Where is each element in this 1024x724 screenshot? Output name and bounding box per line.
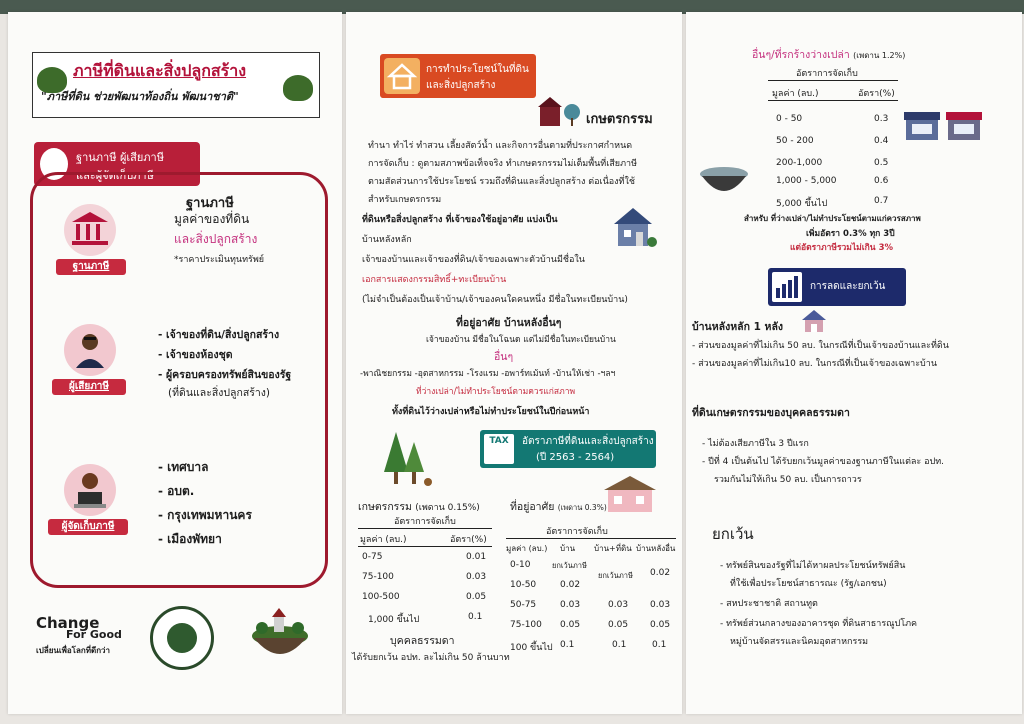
main-house: บ้านหลังหลัก xyxy=(362,235,412,245)
res-row-house: ยกเว้นภาษี xyxy=(552,561,587,570)
res-row-value: 100 ขึ้นไป xyxy=(510,643,553,653)
vacant-title: อื่นๆ/ที่รกร้างว่างเปล่า (เพดาน 1.2%) xyxy=(752,49,906,61)
vacant-row-value: 200-1,000 xyxy=(776,158,823,168)
exempt-line-1: - ทรัพย์สินของรัฐที่ไม่ได้หาผลประโยชน์ทรัพย์สิน xyxy=(720,561,906,571)
exempt-title: ยกเว้น xyxy=(712,525,754,543)
vacant-row-value: 5,000 ขึ้นไป xyxy=(776,199,828,209)
tax-base-note: *ราคาประเมินทุนทรัพย์ xyxy=(174,255,265,265)
vacant-row-rate: 0.4 xyxy=(874,136,889,146)
res-row-value: 0-10 xyxy=(510,560,531,570)
res-col-house: บ้าน xyxy=(560,544,576,553)
vacant-row-value: 1,000 - 5,000 xyxy=(776,176,837,186)
res-row-other: 0.03 xyxy=(650,600,671,610)
agri-person-line-2: - ปีที่ 4 เป็นต้นไป ได้รับยกเว้นมูลค่าของฐานภาษีในแต่ละ อปท. xyxy=(702,457,945,467)
collector-item-4: - เมืองพัทยา xyxy=(158,532,222,546)
vacant-row-value: 0 - 50 xyxy=(776,114,803,124)
reduction-header: การลดและยกเว้น xyxy=(768,268,906,306)
exempt-line-5: หมู่บ้านจัดสรรและนิคมอุตสาหกรรม xyxy=(730,637,869,647)
tax-base-line1: มูลค่าของที่ดิน xyxy=(174,212,250,226)
divider xyxy=(768,80,898,81)
vacant-row-value: 50 - 200 xyxy=(776,136,814,146)
res-row-house-land: 0.1 xyxy=(612,640,627,650)
brochure-panel-left xyxy=(8,12,342,714)
main-house-line-2: - ส่วนของมูลค่าที่ไม่เกิน10 ลบ. ในกรณีที่เป็นเจ้าของเฉพาะบ้าน xyxy=(692,359,937,369)
agri-col-rate: อัตรา(%) xyxy=(450,535,487,545)
tax-base-line2: และสิ่งปลูกสร้าง xyxy=(174,232,258,246)
house-icon xyxy=(598,474,662,514)
agri-person-line-3: รวมกันไม่ให้เกิน 50 ลบ. เป็นการถาวร xyxy=(714,475,862,485)
brochure-panel-middle xyxy=(346,12,682,714)
barn-icon xyxy=(536,94,582,128)
res-row-value: 75-100 xyxy=(510,620,542,630)
agri-row-value: 0-75 xyxy=(362,552,383,562)
divider xyxy=(358,546,492,547)
taxpayer-item-1: - เจ้าของที่ดิน/สิ่งปลูกสร้าง xyxy=(158,329,280,341)
agri-row-value: 75-100 xyxy=(362,572,394,582)
residence-title: ที่ดินหรือสิ่งปลูกสร้าง ที่เจ้าของใช้อยู่อาศัย แบ่งเป็น xyxy=(362,215,558,225)
title-box xyxy=(32,52,320,118)
res-row-value: 50-75 xyxy=(510,600,537,610)
house-icon xyxy=(800,308,828,334)
page-title: ภาษีที่ดินและสิ่งปลูกสร้าง xyxy=(73,61,247,80)
collector-badge: ผู้จัดเก็บภาษี xyxy=(48,519,128,535)
island-town-icon xyxy=(248,600,312,662)
res-col-other-house: บ้านหลังอื่น xyxy=(636,544,676,553)
res-row-other: 0.1 xyxy=(652,640,667,650)
usage-header: การทำประโยชน์ในที่ดิน และสิ่งปลูกสร้าง xyxy=(380,54,536,98)
vacant-note-2: เพิ่มอัตรา 0.3% ทุก 3ปี xyxy=(806,229,895,239)
exempt-line-4: - ทรัพย์ส่วนกลางของอาคารชุด ที่ดินสาธารณูปโภค xyxy=(720,619,918,629)
res-col-house-land: บ้าน+ที่ดิน xyxy=(594,544,632,553)
vacant-row-rate: 0.6 xyxy=(874,176,889,186)
agri-row-value: 100-500 xyxy=(362,592,400,602)
agri-person-line-1: - ไม่ต้องเสียภาษีใน 3 ปีแรก xyxy=(702,439,809,449)
other-title: อื่นๆ xyxy=(494,351,514,363)
collector-icon xyxy=(64,464,116,516)
exempt-line-2: ที่ใช้เพื่อประโยชน์สาธารณะ (รัฐ/เอกชน) xyxy=(730,579,887,589)
other-line-2: ที่ว่างเปล่า/ไม่ทำประโยชน์ตามควรแก่สภาพ xyxy=(416,387,576,397)
res-row-value: 10-50 xyxy=(510,580,537,590)
paren-line: (ไม่จำเป็นต้องเป็นเจ้าบ้าน/เจ้าของคนใดคนหนึ่ง มีชื่อในทะเบียนบ้าน) xyxy=(362,295,628,305)
agri-person-title: ที่ดินเกษตรกรรมของบุคคลธรรมดา xyxy=(692,407,850,419)
header-line2: และผู้จัดเก็บภาษี xyxy=(76,169,154,182)
res-row-house: 0.03 xyxy=(560,600,581,610)
taxpayer-item-2: - เจ้าของห้องชุด xyxy=(158,349,233,361)
owner-line: เจ้าของบ้านและเจ้าของที่ดิน/เจ้าของเฉพาะตัวบ้านมีชื่อใน xyxy=(362,255,585,265)
emblem-logo xyxy=(150,606,214,670)
tax-base-badge: ฐานภาษี xyxy=(56,259,126,275)
res-table-title: ที่อยู่อาศัย (เพดาน 0.3%) xyxy=(510,501,607,513)
vacant-sub: อัตราการจัดเก็บ xyxy=(796,69,858,79)
vacant-note-3: แต่อัตราภาษีรวมไม่เกิน 3% xyxy=(790,243,894,253)
floating-land-icon xyxy=(696,162,752,198)
agri-row-rate: 0.01 xyxy=(466,552,487,562)
res-row-house: 0.05 xyxy=(560,620,581,630)
res-row-other: 0.05 xyxy=(650,620,671,630)
rate-box: TAX อัตราภาษีที่ดินและสิ่งปลูกสร้าง (ปี 2563 - 2564) xyxy=(480,430,656,468)
house-icon xyxy=(384,58,420,94)
res-row-house-land: ยกเว้นภาษี xyxy=(598,571,633,580)
exempt-line-3: - สหประชาชาติ สถานทูต xyxy=(720,599,818,609)
agri-line-4: สำหรับเกษตรกรรม xyxy=(368,195,442,205)
res-row-house-land: 0.03 xyxy=(608,600,629,610)
main-house-title: บ้านหลังหลัก 1 หลัง xyxy=(692,321,784,333)
res-row-house: 0.02 xyxy=(560,580,581,590)
collector-item-2: - อบต. xyxy=(158,484,195,498)
document-line: เอกสารแสดงกรรมสิทธิ์+ทะเบียนบ้าน xyxy=(362,275,507,285)
vacant-row-rate: 0.5 xyxy=(874,158,889,168)
agri-line-1: ทำนา ทำไร่ ทำสวน เลี้ยงสัตว์น้ำ และกิจการอื่นตามที่ประกาศกำหนด xyxy=(368,141,633,151)
collector-item-1: - เทศบาล xyxy=(158,460,209,474)
collector-item-3: - กรุงเทพมหานคร xyxy=(158,508,252,522)
taxpayer-item-4: (ที่ดินและสิ่งปลูกสร้าง) xyxy=(168,387,271,399)
building-icon xyxy=(64,204,116,256)
other-residence-title: ที่อยู่อาศัย บ้านหลังอื่นๆ xyxy=(456,317,562,329)
brochure-panel-right xyxy=(686,12,1022,714)
vacant-row-rate: 0.3 xyxy=(874,114,889,124)
bar-chart-icon xyxy=(772,272,802,302)
main-house-line-1: - ส่วนของมูลค่าที่ไม่เกิน 50 ลบ. ในกรณีที่เป็นเจ้าของบ้านและที่ดิน xyxy=(692,341,949,351)
taxpayer-item-3: - ผู้ครอบครองทรัพย์สินของรัฐ xyxy=(158,369,292,381)
agri-table-title: เกษตรกรรม (เพดาน 0.15%) xyxy=(358,501,480,513)
vacant-row-rate: 0.7 xyxy=(874,196,889,206)
res-table-sub: อัตราการจัดเก็บ xyxy=(546,527,608,537)
tax-base-heading: ฐานภาษี xyxy=(186,196,234,211)
store-icon xyxy=(944,108,984,142)
change-for-good-logo: Change For Good เปลี่ยนเพื่อโลกที่ดีกว่า xyxy=(36,614,122,655)
other-line-1: -พาณิชยกรรม -อุตสาหกรรม -โรงแรม -อพาร์ทเม้นท์ -บ้านให้เช่า -ฯลฯ xyxy=(360,369,616,379)
person-line: ได้รับยกเว้น อปท. ละไม่เกิน 50 ล้านบาท xyxy=(352,653,510,663)
agri-row-rate: 0.03 xyxy=(466,572,487,582)
divider xyxy=(358,528,492,529)
person-title: บุคคลธรรมดา xyxy=(390,635,455,647)
taxpayer-badge: ผู้เสียภาษี xyxy=(52,379,126,395)
shop-icon xyxy=(902,108,942,142)
vacant-note-1: สำหรับ ที่ว่างเปล่า/ไม่ทำประโยชน์ตามแก่ควรสภาพ xyxy=(744,214,921,223)
agri-col-value: มูลค่า (ลบ.) xyxy=(360,535,407,545)
island-icon xyxy=(283,75,313,101)
divider xyxy=(506,538,676,539)
res-row-other: 0.02 xyxy=(650,568,671,578)
agri-line-2: การจัดเก็บ : ดูตามสภาพข้อเท็จจริง ทำเกษตรกรรมไม่เต็มพื้นที่เสียภาษี xyxy=(368,159,638,169)
divider xyxy=(768,100,898,101)
header-line1: ฐานภาษี ผู้เสียภาษี xyxy=(76,151,164,164)
res-row-house: 0.1 xyxy=(560,640,575,650)
tax-document-icon: TAX xyxy=(484,434,514,464)
agri-row-rate: 0.1 xyxy=(468,612,483,622)
agri-row-rate: 0.05 xyxy=(466,592,487,602)
taxpayer-icon xyxy=(64,324,116,376)
house-icon xyxy=(608,202,658,252)
agri-table-sub: อัตราการจัดเก็บ xyxy=(394,517,456,527)
vacant-col-rate: อัตรา(%) xyxy=(858,89,895,99)
agri-title: เกษตรกรรม xyxy=(586,112,653,127)
other-line-3: ทั้งที่ดินไว้ว่างเปล่าหรือไม่ทำประโยชน์ในปีก่อนหน้า xyxy=(392,407,590,417)
page-subtitle: "ภาษีที่ดิน ช่วยพัฒนาท้องถิ่น พัฒนาชาติ" xyxy=(41,90,239,103)
trees-icon xyxy=(378,428,438,488)
agri-row-value: 1,000 ขึ้นไป xyxy=(368,615,420,625)
vacant-col-value: มูลค่า (ลบ.) xyxy=(772,89,819,99)
res-row-house-land: 0.05 xyxy=(608,620,629,630)
other-residence-sub: เจ้าของบ้าน มีชื่อในโฉนด แต่ไม่มีชื่อในทะเบียนบ้าน xyxy=(426,335,616,345)
res-col-value: มูลค่า (ลบ.) xyxy=(506,544,548,553)
agri-line-3: ตามสัดส่วนการใช้ประโยชน์ รวมถึงที่ดินและสิ่งปลูกสร้าง ต่อเนื่องที่ใช้ xyxy=(368,177,635,187)
